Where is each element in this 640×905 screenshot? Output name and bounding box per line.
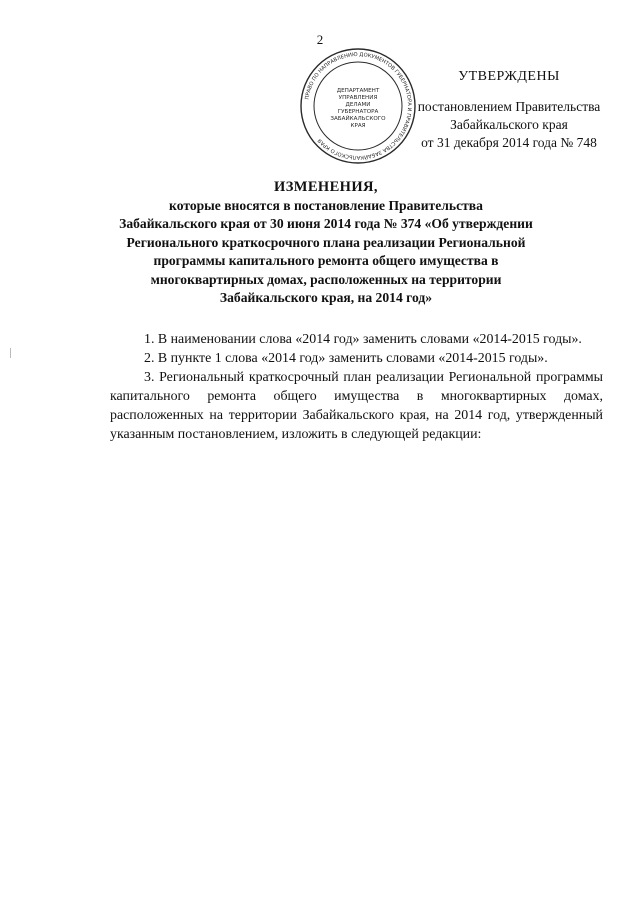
svg-text:ДЕПАРТАМЕНТ: ДЕПАРТАМЕНТ <box>336 88 380 94</box>
approval-line: постановлением Правительства <box>417 99 601 114</box>
title-line: Забайкальского края от 30 июня 2014 года № 374 «Об утверждении <box>119 216 533 231</box>
approval-line: от 31 декабря 2014 года № 748 <box>421 135 597 150</box>
scan-edge-mark <box>10 348 11 358</box>
document-body <box>110 330 603 444</box>
body-item: 2. В пункте 1 слова «2014 год» заменить словами «2014-2015 годы». <box>144 351 548 366</box>
svg-text:КРАЯ: КРАЯ <box>350 123 366 129</box>
title-line: Забайкальского края, на 2014 год» <box>219 290 433 305</box>
svg-text:УПРАВЛЕНИЯ: УПРАВЛЕНИЯ <box>338 95 378 101</box>
title-line: которые вносятся в постановление Правительства <box>169 197 483 213</box>
title-line: многоквартирных домах, расположенных на территории <box>150 271 502 287</box>
title-heading: ИЗМЕНЕНИЯ, <box>274 179 378 195</box>
approval-heading: УТВЕРЖДЕНЫ <box>458 69 560 84</box>
title-line: программы капитального ремонта общего имущества в <box>153 253 499 268</box>
svg-text:ДЕЛАМИ: ДЕЛАМИ <box>345 102 371 108</box>
svg-text:ГУБЕРНАТОРА: ГУБЕРНАТОРА <box>337 109 379 115</box>
page-number: 2 <box>316 32 324 47</box>
approval-line: Забайкальского края <box>450 117 568 132</box>
svg-text:ПРАВО ПО НАПРАВЛЕНИЮ ДОКУМЕНТО: ПРАВО ПО НАПРАВЛЕНИЮ ДОКУМЕНТОВ ГУБЕРНАТОРА И ПРАВИТЕЛЬСТВА ЗАБАЙКАЛЬСКОГО КРАЯ <box>304 51 413 161</box>
document-title <box>86 178 566 308</box>
svg-text:ЗАБАЙКАЛЬСКОГО: ЗАБАЙКАЛЬСКОГО <box>330 116 386 122</box>
body-item: 1. В наименовании слова «2014 год» заменить словами «2014-2015 годы». <box>144 332 582 347</box>
official-stamp <box>298 46 418 166</box>
body-item: 3. Региональный краткосрочный план реализации Региональной программы капитального ремонта общего имущества в многоквартирных домах, расположенных на территории Забайкальского края, на 2014 год, утвержденный указанным постановлением, изложить в следующей редакции: <box>110 370 603 442</box>
title-line: Регионального краткосрочного плана реализации Региональной <box>126 234 526 250</box>
